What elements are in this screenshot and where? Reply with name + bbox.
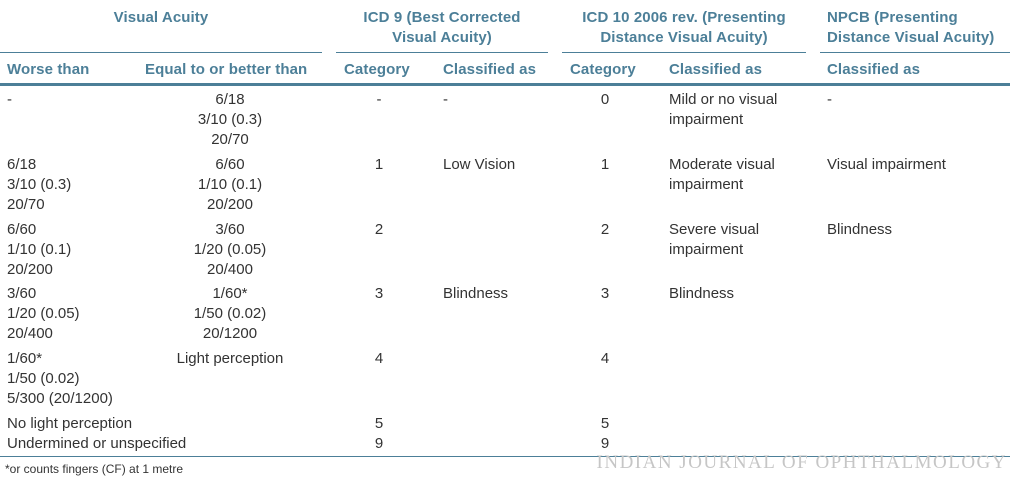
row3-icd10-classified: Blindness bbox=[669, 285, 735, 302]
row1-npcb-classified: Visual impairment bbox=[827, 156, 946, 173]
row1-icd10-classified: Moderate visual impairment bbox=[669, 156, 775, 193]
row2-equal-better: 3/60 1/20 (0.05) 20/400 bbox=[193, 221, 267, 278]
row4-icd10-category: 4 bbox=[600, 350, 610, 367]
row1-icd9-category: 1 bbox=[374, 156, 384, 173]
rule-icd9 bbox=[336, 52, 548, 53]
row3-equal-better: 1/60* 1/50 (0.02) 20/1200 bbox=[193, 285, 267, 342]
subheader-worse-than: Worse than bbox=[7, 61, 90, 78]
row0-icd9-classified: - bbox=[443, 91, 448, 108]
row1-icd10-category: 1 bbox=[600, 156, 610, 173]
row4-worse-than: 1/60* 1/50 (0.02) 5/300 (20/1200) bbox=[7, 350, 113, 407]
row0-npcb-classified: - bbox=[827, 91, 832, 108]
header-visual-acuity: Visual Acuity bbox=[113, 9, 209, 26]
header-npcb-line2: Distance Visual Acuity) bbox=[827, 29, 995, 46]
row5-icd9-category: 5 bbox=[374, 415, 384, 432]
row2-npcb-classified: Blindness bbox=[827, 221, 893, 238]
rule-visual-acuity bbox=[0, 52, 322, 53]
header-bottom-rule bbox=[0, 83, 1010, 86]
row2-icd10-classified: Severe visual impairment bbox=[669, 221, 760, 258]
row1-worse-than: 6/18 3/10 (0.3) 20/70 bbox=[7, 156, 72, 213]
row2-icd9-category: 2 bbox=[374, 221, 384, 238]
row3-icd9-classified: Blindness bbox=[443, 285, 509, 302]
subheader-equal-better: Equal to or better than bbox=[145, 61, 308, 78]
row5-icd10-category: 5 bbox=[600, 415, 610, 432]
row1-equal-better: 6/60 1/10 (0.1) 20/200 bbox=[197, 156, 263, 213]
header-icd9-line1: ICD 9 (Best Corrected bbox=[363, 9, 521, 26]
row0-worse-than: - bbox=[7, 91, 12, 108]
footnote: *or counts fingers (CF) at 1 metre bbox=[5, 462, 184, 476]
subheader-npcb-classified: Classified as bbox=[827, 61, 921, 78]
subheader-icd9-classified: Classified as bbox=[443, 61, 537, 78]
row4-equal-better: Light perception bbox=[176, 350, 284, 367]
header-icd10 bbox=[562, 8, 806, 48]
row0-icd10-category: 0 bbox=[600, 91, 610, 108]
header-npcb-line1: NPCB (Presenting bbox=[827, 9, 958, 26]
row6-worse-than: Undermined or unspecified bbox=[7, 435, 187, 452]
row0-icd10-classified: Mild or no visual impairment bbox=[669, 91, 778, 128]
row2-icd10-category: 2 bbox=[600, 221, 610, 238]
row5-worse-than: No light perception bbox=[7, 415, 133, 432]
journal-watermark: INDIAN JOURNAL OF OPHTHALMOLOGY bbox=[596, 452, 1007, 473]
row6-icd10-category: 9 bbox=[600, 435, 610, 452]
row6-icd9-category: 9 bbox=[374, 435, 384, 452]
header-icd10-line1: ICD 10 2006 rev. (Presenting bbox=[582, 9, 786, 26]
subheader-icd10-classified: Classified as bbox=[669, 61, 763, 78]
subheader-icd9-category: Category bbox=[344, 61, 410, 78]
row0-equal-better: 6/18 3/10 (0.3) 20/70 bbox=[197, 91, 263, 148]
rule-npcb bbox=[820, 52, 1010, 53]
header-icd10-line2: Distance Visual Acuity) bbox=[600, 29, 768, 46]
header-npcb bbox=[827, 8, 1010, 48]
row1-icd9-classified: Low Vision bbox=[443, 156, 516, 173]
row2-worse-than: 6/60 1/10 (0.1) 20/200 bbox=[7, 221, 72, 278]
rule-icd10 bbox=[562, 52, 806, 53]
header-icd9 bbox=[336, 8, 548, 48]
row4-icd9-category: 4 bbox=[374, 350, 384, 367]
row3-icd10-category: 3 bbox=[600, 285, 610, 302]
subheader-icd10-category: Category bbox=[570, 61, 636, 78]
header-icd9-line2: Visual Acuity) bbox=[392, 29, 492, 46]
row3-worse-than: 3/60 1/20 (0.05) 20/400 bbox=[7, 285, 80, 342]
row0-icd9-category: - bbox=[376, 91, 382, 108]
row3-icd9-category: 3 bbox=[374, 285, 384, 302]
